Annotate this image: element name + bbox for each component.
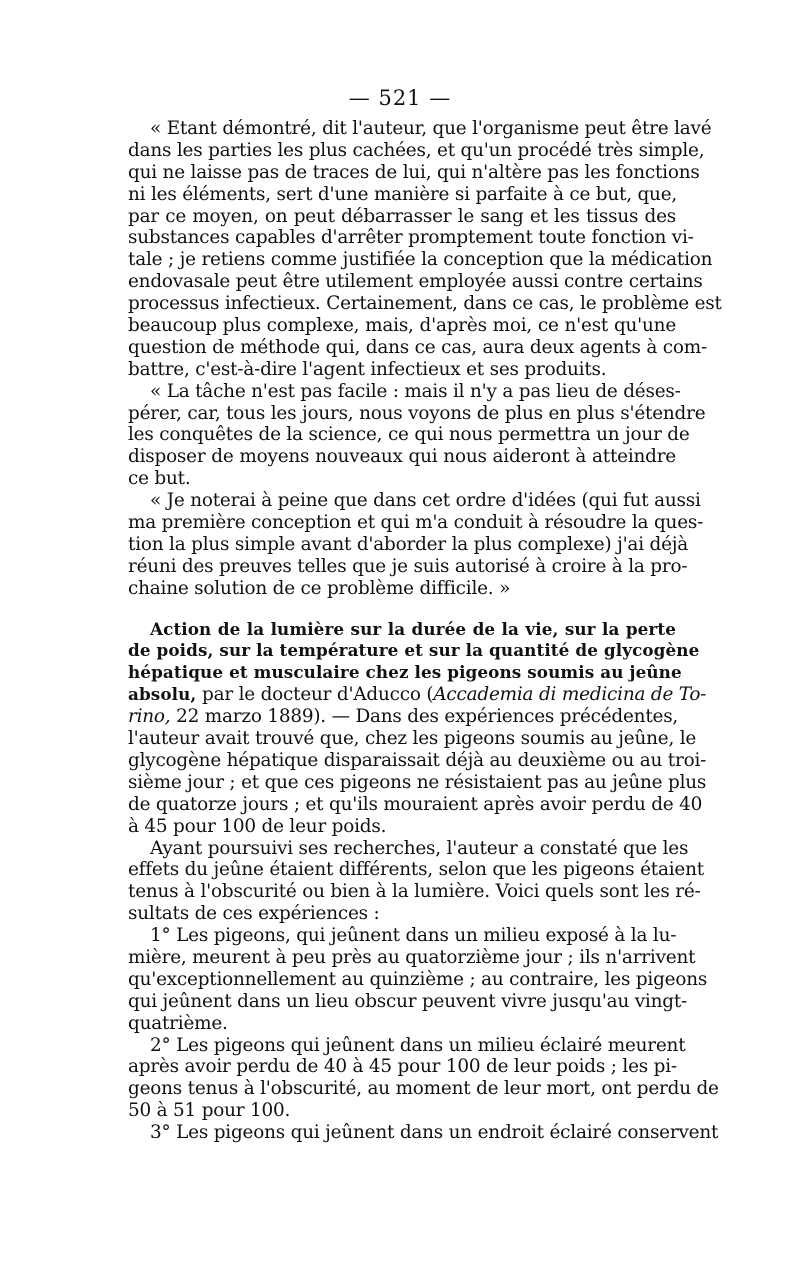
text-line: « Je noterai à peine que dans cet ordre d'idées (qui fut aussi (150, 490, 701, 512)
text-line: geons tenus à l'obscurité, au moment de leur mort, ont perdu de (128, 1078, 719, 1100)
text-line: 3° Les pigeons qui jeûnent dans un endroit éclairé conservent (150, 1122, 719, 1144)
text-line: endovasale peut être utilement employée aussi contre certains (128, 271, 703, 293)
text-line: 50 à 51 pour 100. (128, 1100, 291, 1122)
article-title-line: de poids, sur la température et sur la quantité de glycogène (128, 640, 700, 661)
quote-paragraph-2 (128, 380, 706, 490)
text-line: réuni des preuves telles que je suis autorisé à croire à la pro- (128, 555, 688, 577)
text-line: tion la plus simple avant d'aborder la plus complexe) j'ai déjà (128, 533, 689, 555)
article-date-line (128, 706, 679, 728)
text-line: substances capables d'arrêter promptement toute fonction vi- (128, 227, 694, 249)
text-line: chaine solution de ce problème difficile. » (128, 577, 511, 599)
text-line: l'auteur avait trouvé que, chez les pigeons soumis au jeûne, le (128, 728, 697, 750)
article-heading (128, 618, 707, 728)
text-line: sième jour ; et que ces pigeons ne résistaient pas au jeûne plus (128, 771, 707, 793)
text-line: dans les parties les plus cachées, et qu'un procédé très simple, (128, 139, 705, 161)
text-line: quatrième. (128, 1012, 228, 1034)
text-line: tale ; je retiens comme justifiée la conception que la médication (128, 249, 713, 271)
text-line: qui jeûnent dans un lieu obscur peuvent vivre jusqu'au vingt- (128, 990, 688, 1012)
text-line: mière, meurent à peu près au quatorzième jour ; ils n'arrivent (128, 946, 696, 968)
text-line: de quatorze jours ; et qu'ils mouraient après avoir perdu de 40 (128, 793, 703, 815)
journal-name: Accademia di medicina de To- (433, 684, 707, 706)
result-item-1 (128, 925, 708, 1034)
text-line: battre, c'est-à-dire l'agent infectieux et ses produits. (128, 358, 607, 380)
text-line: question de méthode qui, dans ce cas, aura deux agents à com- (128, 336, 707, 358)
journal-name-end: rino, (128, 706, 171, 728)
text-line: ce but. (128, 468, 191, 490)
page-number: — 521 — (348, 86, 452, 110)
text-line: processus infectieux. Certainement, dans ce cas, le problème est (128, 293, 722, 315)
article-title-line: Action de la lumière sur la durée de la vie, sur la perte (150, 618, 676, 639)
text-line: « Etant démontré, dit l'auteur, que l'organisme peut être lavé (150, 118, 712, 139)
article-title-line: hépatique et musculaire chez les pigeons soumis au jeûne (128, 662, 682, 683)
byline-text: par le docteur d'Aducco ( (196, 684, 434, 706)
text-line: tenus à l'obscurité ou bien à la lumière. Voici quels sont les ré- (128, 881, 701, 903)
article-body-2 (128, 837, 704, 926)
text-line: qui ne laisse pas de traces de lui, qui n'altère pas les fonctions (128, 161, 700, 183)
text-line: ma première conception et qui m'a conduit à résoudre la ques- (128, 512, 704, 534)
text-line: disposer de moyens nouveaux qui nous aideront à atteindre (128, 446, 676, 468)
text-line: Ayant poursuivi ses recherches, l'auteur a constaté que les (150, 837, 689, 859)
text-line: ni les éléments, sert d'une manière si parfaite à ce but, que, (128, 183, 678, 205)
result-item-3 (128, 1122, 719, 1144)
text-line: qu'exceptionnellement au quinzième ; au contraire, les pigeons (128, 968, 708, 990)
text-line: sultats de ces expériences : (128, 903, 380, 925)
result-item-2 (128, 1034, 719, 1123)
article-body-1 (128, 728, 707, 837)
article-title-end: absolu, (128, 684, 197, 705)
text-line: effets du jeûne étaient différents, selon que les pigeons étaient (128, 859, 704, 881)
text-line: les conquêtes de la science, ce qui nous permettra un jour de (128, 424, 690, 446)
quote-paragraph-1 (128, 118, 722, 381)
section-spacer (128, 600, 676, 619)
text-line: 1° Les pigeons, qui jeûnent dans un milieu exposé à la lu- (150, 925, 677, 947)
text-line: pérer, car, tous les jours, nous voyons de plus en plus s'étendre (128, 402, 706, 424)
text-line: après avoir perdu de 40 à 45 pour 100 de leur poids ; les pi- (128, 1056, 677, 1078)
text-line: glycogène hépatique disparaissait déjà au deuxième ou au troi- (128, 749, 707, 771)
quote-paragraph-3 (128, 490, 704, 599)
text-line: « La tâche n'est pas facile : mais il n'y a pas lieu de déses- (150, 380, 681, 402)
text-line: 2° Les pigeons qui jeûnent dans un milieu éclairé meurent (150, 1034, 686, 1056)
page-text (128, 118, 722, 1144)
text-line: par ce moyen, on peut débarrasser le sang et les tissus des (128, 205, 676, 227)
article-byline-line (128, 684, 707, 706)
text-line: beaucoup plus complexe, mais, d'après moi, ce n'est qu'une (128, 315, 676, 337)
text-line: à 45 pour 100 de leur poids. (128, 815, 387, 837)
date-text: 22 marzo 1889). — Dans des expériences précédentes, (170, 706, 679, 728)
